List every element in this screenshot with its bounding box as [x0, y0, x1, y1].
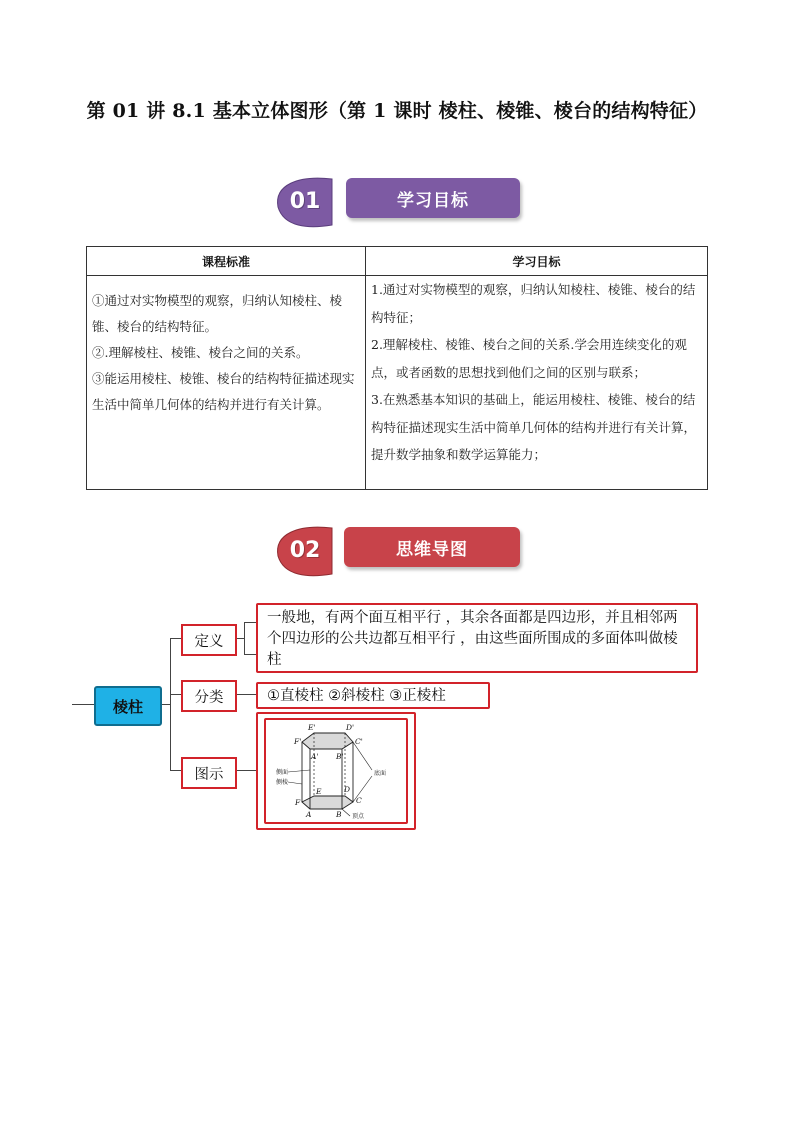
vertex-label: C: [356, 796, 362, 805]
table-header-standard: 课程标准: [87, 247, 366, 276]
side-face-label: 侧面: [276, 769, 289, 776]
classification-box: ①直棱柱 ②斜棱柱 ③正棱柱: [256, 682, 490, 709]
table-header-goals: 学习目标: [366, 247, 708, 276]
connector-line: [170, 638, 181, 639]
section-1-number: 01: [289, 188, 321, 214]
connector-line: [244, 654, 256, 655]
standard-cell: [87, 276, 366, 490]
vertex-label: A: [306, 810, 312, 819]
section-2-number: 02: [289, 537, 321, 563]
standard-item: ①通过对实物模型的观察，归纳认知棱柱、棱锥、棱台的结构特征。: [92, 293, 343, 334]
standard-item: ③能运用棱柱、棱锥、棱台的结构特征描述现实生活中简单几何体的结构并进行有关计算。: [92, 371, 355, 412]
vertex-label: F': [294, 737, 302, 746]
connector-line: [244, 622, 256, 623]
branch-classification: 分类: [181, 680, 237, 712]
base-label: 底面: [374, 770, 387, 777]
branch-definition: 定义: [181, 624, 237, 656]
standard-item: ②.理解棱柱、棱锥、棱台之间的关系。: [92, 345, 309, 360]
vertex-text-label: 顶点: [352, 813, 365, 820]
connector-line: [234, 770, 256, 771]
vertex-label: A': [311, 752, 319, 761]
definition-box: 一般地，有两个面互相平行 ，其余各面都是四边形，并且相邻两个四边形的公共边都互相平行 ，由这些面所围成的多面体叫做棱柱: [256, 603, 698, 673]
section-2-label: 思维导图: [344, 527, 520, 567]
vertex-label: B: [336, 810, 342, 819]
connector-line: [170, 770, 181, 771]
goal-item: 1.通过对实物模型的观察，归纳认知棱柱、棱锥、棱台的结构特征；: [371, 282, 696, 325]
goal-item: 2.理解棱柱、棱锥、棱台之间的关系.学会用连续变化的观点，或者函数的思想找到他们之间的区别与联系；: [371, 337, 687, 380]
prism-figure: [266, 720, 404, 820]
goals-cell: [366, 276, 708, 490]
vertex-label: D: [344, 785, 351, 794]
mindmap-root: 棱柱: [94, 686, 162, 726]
branch-diagram: 图示: [181, 757, 237, 789]
vertex-label: B': [336, 752, 344, 761]
connector-line: [234, 694, 256, 695]
vertex-label: E: [316, 787, 322, 796]
vertex-label: C': [355, 737, 363, 746]
connector-line: [170, 694, 181, 695]
section-1-label: 学习目标: [346, 178, 520, 218]
vertex-label: F: [295, 798, 301, 807]
connector-line: [244, 622, 245, 654]
lateral-edge-label: 侧棱: [276, 779, 289, 786]
vertex-label: D': [346, 723, 355, 732]
connector-line: [170, 638, 171, 771]
page-title: 第 01 讲 8.1 基本立体图形（第 1 课时 棱柱、棱锥、棱台的结构特征）: [86, 100, 708, 122]
goal-item: 3.在熟悉基本知识的基础上，能运用棱柱、棱锥、棱台的结构特征描述现实生活中简单几何体的结构并进行有关计算，提升数学抽象和数学运算能力；: [371, 392, 697, 462]
connector-line: [72, 704, 94, 705]
vertex-label: E': [308, 723, 316, 732]
objectives-table: [86, 246, 708, 490]
